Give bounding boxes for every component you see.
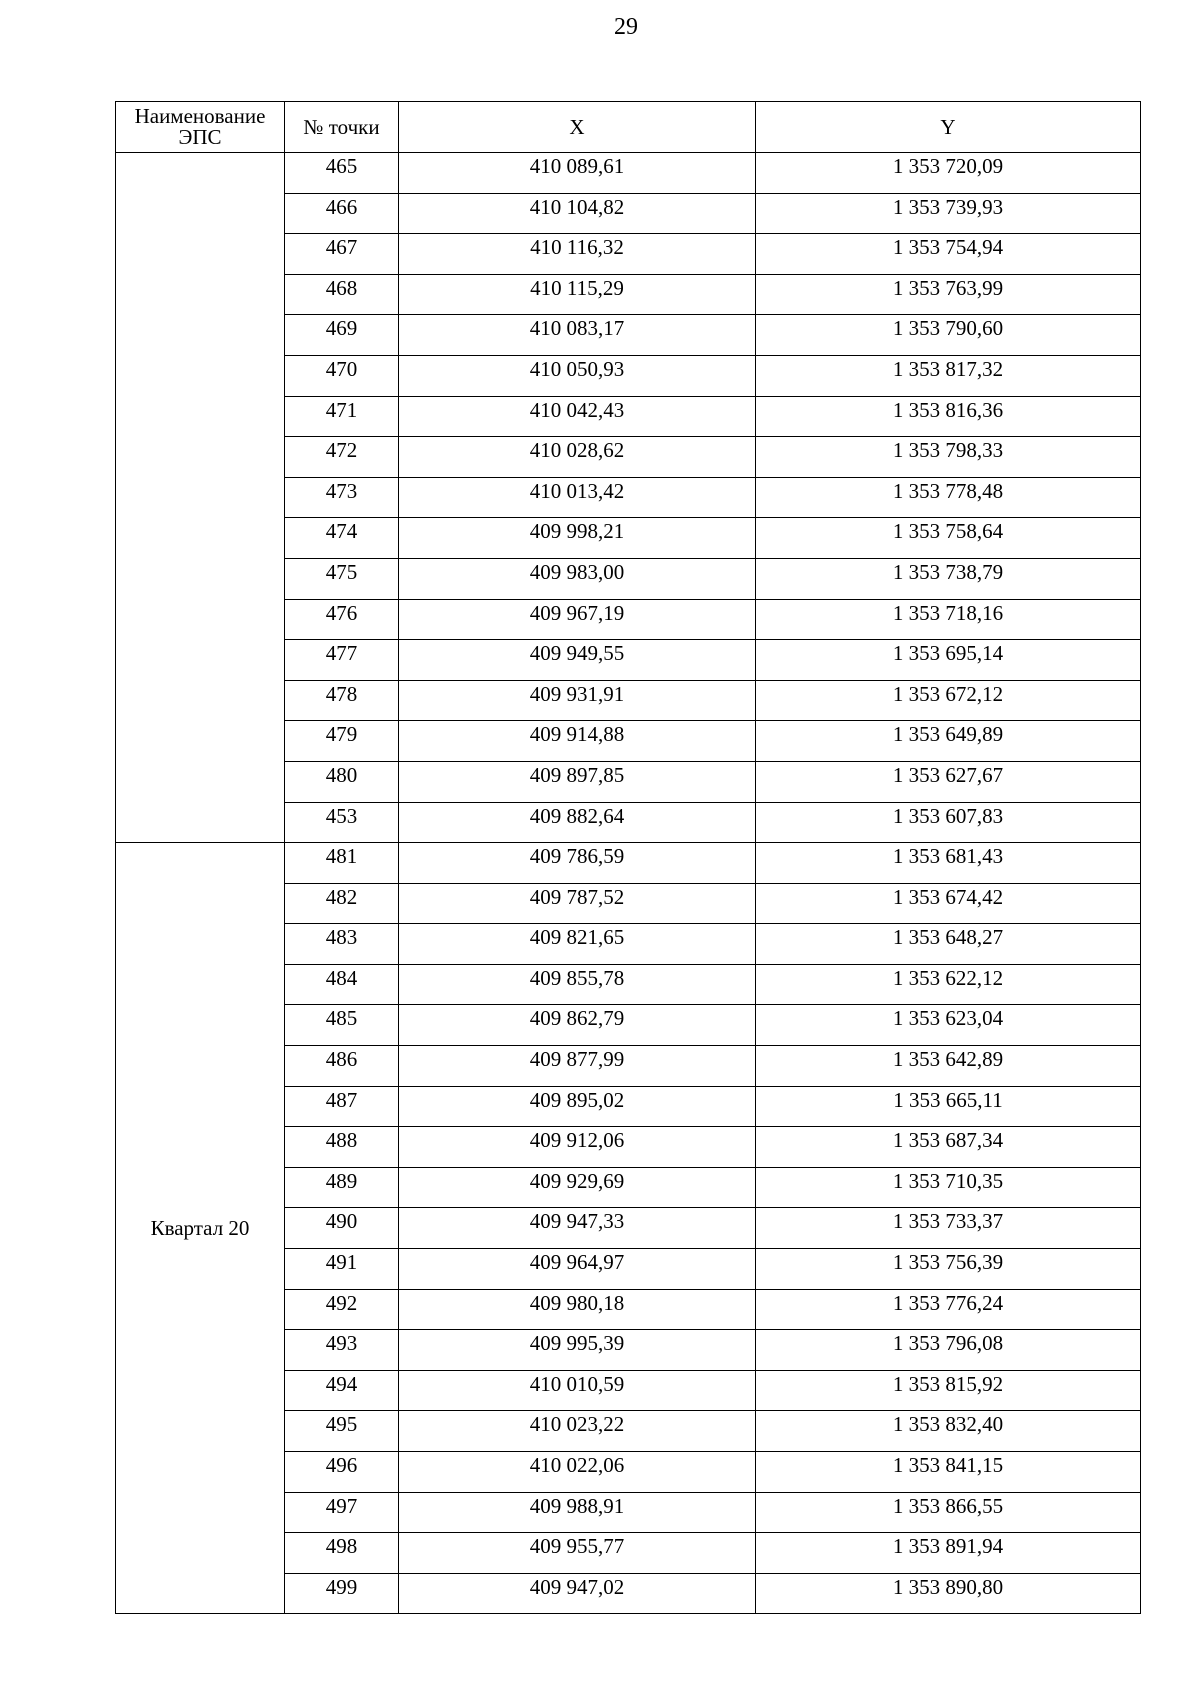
cell-point: 465	[285, 153, 399, 194]
cell-x: 409 947,33	[399, 1208, 756, 1249]
cell-y: 1 353 672,12	[756, 680, 1141, 721]
cell-point: 476	[285, 599, 399, 640]
cell-x: 409 897,85	[399, 761, 756, 802]
cell-y: 1 353 710,35	[756, 1167, 1141, 1208]
header-name: Наименование ЭПС	[116, 102, 285, 153]
cell-point: 469	[285, 315, 399, 356]
cell-point: 486	[285, 1046, 399, 1087]
cell-y: 1 353 733,37	[756, 1208, 1141, 1249]
cell-x: 409 914,88	[399, 721, 756, 762]
cell-y: 1 353 841,15	[756, 1452, 1141, 1493]
cell-x: 410 116,32	[399, 234, 756, 275]
cell-x: 410 104,82	[399, 193, 756, 234]
cell-x: 409 995,39	[399, 1330, 756, 1371]
cell-x: 410 089,61	[399, 153, 756, 194]
cell-point: 484	[285, 964, 399, 1005]
cell-x: 409 980,18	[399, 1289, 756, 1330]
cell-y: 1 353 738,79	[756, 558, 1141, 599]
cell-y: 1 353 796,08	[756, 1330, 1141, 1371]
cell-y: 1 353 674,42	[756, 883, 1141, 924]
cell-point: 488	[285, 1127, 399, 1168]
cell-y: 1 353 798,33	[756, 437, 1141, 478]
cell-point: 496	[285, 1452, 399, 1493]
cell-y: 1 353 758,64	[756, 518, 1141, 559]
cell-x: 409 862,79	[399, 1005, 756, 1046]
table-body	[116, 153, 1141, 1614]
cell-y: 1 353 649,89	[756, 721, 1141, 762]
group-name-cell	[116, 153, 285, 843]
cell-y: 1 353 642,89	[756, 1046, 1141, 1087]
cell-point: 498	[285, 1533, 399, 1574]
cell-point: 490	[285, 1208, 399, 1249]
cell-x: 409 786,59	[399, 843, 756, 884]
cell-point: 497	[285, 1492, 399, 1533]
cell-point: 499	[285, 1573, 399, 1614]
table-row	[116, 153, 1141, 194]
cell-point: 467	[285, 234, 399, 275]
cell-x: 410 050,93	[399, 355, 756, 396]
cell-x: 409 988,91	[399, 1492, 756, 1533]
cell-y: 1 353 832,40	[756, 1411, 1141, 1452]
header-row	[116, 102, 1141, 153]
cell-point: 494	[285, 1370, 399, 1411]
cell-y: 1 353 623,04	[756, 1005, 1141, 1046]
table-row	[116, 843, 1141, 884]
cell-point: 492	[285, 1289, 399, 1330]
cell-y: 1 353 622,12	[756, 964, 1141, 1005]
cell-x: 410 010,59	[399, 1370, 756, 1411]
cell-point: 491	[285, 1249, 399, 1290]
cell-x: 409 895,02	[399, 1086, 756, 1127]
cell-point: 482	[285, 883, 399, 924]
cell-point: 489	[285, 1167, 399, 1208]
header-point-no: № точки	[285, 102, 399, 153]
cell-x: 409 931,91	[399, 680, 756, 721]
cell-x: 410 022,06	[399, 1452, 756, 1493]
cell-x: 409 821,65	[399, 924, 756, 965]
cell-x: 409 949,55	[399, 640, 756, 681]
page-number: 29	[614, 14, 638, 40]
cell-point: 495	[285, 1411, 399, 1452]
cell-point: 473	[285, 477, 399, 518]
cell-x: 410 023,22	[399, 1411, 756, 1452]
cell-point: 481	[285, 843, 399, 884]
cell-y: 1 353 665,11	[756, 1086, 1141, 1127]
cell-x: 409 955,77	[399, 1533, 756, 1574]
cell-point: 475	[285, 558, 399, 599]
cell-x: 410 028,62	[399, 437, 756, 478]
cell-x: 409 983,00	[399, 558, 756, 599]
cell-point: 478	[285, 680, 399, 721]
cell-y: 1 353 648,27	[756, 924, 1141, 965]
cell-x: 409 998,21	[399, 518, 756, 559]
cell-y: 1 353 627,67	[756, 761, 1141, 802]
header-y: Y	[756, 102, 1141, 153]
cell-y: 1 353 866,55	[756, 1492, 1141, 1533]
cell-y: 1 353 756,39	[756, 1249, 1141, 1290]
cell-y: 1 353 815,92	[756, 1370, 1141, 1411]
cell-x: 409 877,99	[399, 1046, 756, 1087]
cell-point: 480	[285, 761, 399, 802]
cell-x: 409 912,06	[399, 1127, 756, 1168]
cell-y: 1 353 778,48	[756, 477, 1141, 518]
coordinates-table	[115, 101, 1141, 1614]
cell-point: 493	[285, 1330, 399, 1371]
cell-x: 410 013,42	[399, 477, 756, 518]
cell-y: 1 353 681,43	[756, 843, 1141, 884]
cell-point: 472	[285, 437, 399, 478]
cell-x: 410 042,43	[399, 396, 756, 437]
group-name-cell: Квартал 20	[116, 843, 285, 1614]
cell-x: 410 115,29	[399, 274, 756, 315]
cell-point: 474	[285, 518, 399, 559]
cell-y: 1 353 720,09	[756, 153, 1141, 194]
cell-point: 483	[285, 924, 399, 965]
header-x: X	[399, 102, 756, 153]
cell-point: 453	[285, 802, 399, 843]
cell-y: 1 353 891,94	[756, 1533, 1141, 1574]
cell-point: 479	[285, 721, 399, 762]
cell-y: 1 353 607,83	[756, 802, 1141, 843]
cell-y: 1 353 695,14	[756, 640, 1141, 681]
cell-y: 1 353 890,80	[756, 1573, 1141, 1614]
cell-point: 466	[285, 193, 399, 234]
cell-point: 477	[285, 640, 399, 681]
cell-point: 485	[285, 1005, 399, 1046]
cell-x: 409 787,52	[399, 883, 756, 924]
cell-x: 409 855,78	[399, 964, 756, 1005]
cell-y: 1 353 776,24	[756, 1289, 1141, 1330]
cell-point: 468	[285, 274, 399, 315]
cell-y: 1 353 754,94	[756, 234, 1141, 275]
cell-y: 1 353 687,34	[756, 1127, 1141, 1168]
cell-y: 1 353 790,60	[756, 315, 1141, 356]
cell-y: 1 353 817,32	[756, 355, 1141, 396]
cell-point: 487	[285, 1086, 399, 1127]
table-header	[116, 102, 1141, 153]
cell-y: 1 353 816,36	[756, 396, 1141, 437]
cell-x: 409 947,02	[399, 1573, 756, 1614]
cell-x: 409 964,97	[399, 1249, 756, 1290]
cell-x: 410 083,17	[399, 315, 756, 356]
cell-x: 409 882,64	[399, 802, 756, 843]
cell-x: 409 929,69	[399, 1167, 756, 1208]
cell-point: 471	[285, 396, 399, 437]
cell-point: 470	[285, 355, 399, 396]
cell-x: 409 967,19	[399, 599, 756, 640]
cell-y: 1 353 718,16	[756, 599, 1141, 640]
cell-y: 1 353 763,99	[756, 274, 1141, 315]
cell-y: 1 353 739,93	[756, 193, 1141, 234]
